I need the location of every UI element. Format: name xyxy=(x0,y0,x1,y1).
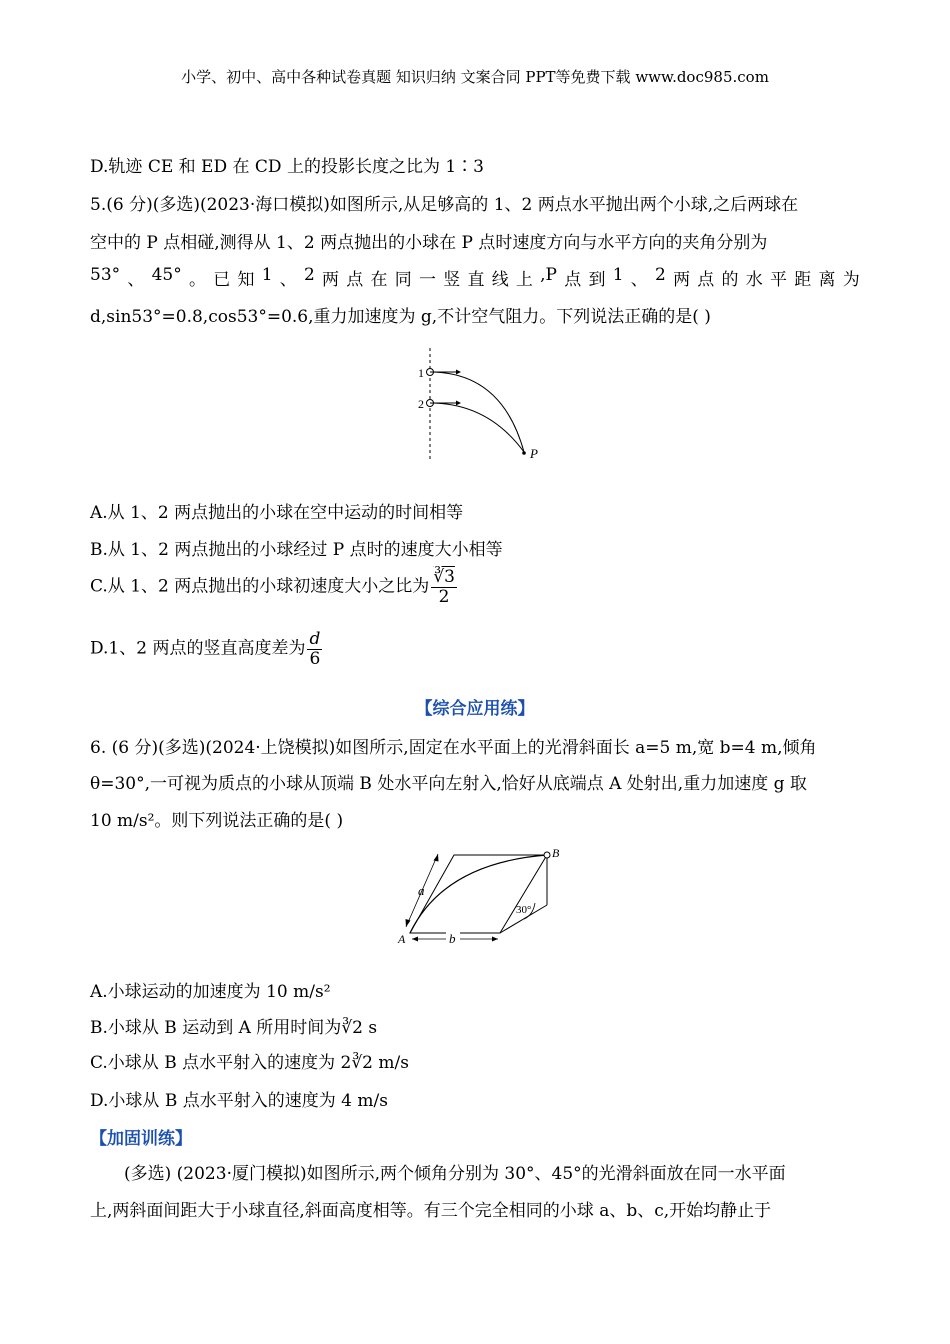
q5-line3-word: 直 xyxy=(467,270,485,290)
label-angle: 30° xyxy=(516,904,532,916)
q5-line3-word: 2 xyxy=(303,265,315,285)
label-p: P xyxy=(530,446,538,461)
velocity-arrowhead-2 xyxy=(456,401,461,406)
q6-stem-line3: 10 m/s²。则下列说法正确的是( ) xyxy=(90,811,344,831)
section-heading-comprehensive: 【综合应用练】 xyxy=(415,699,535,719)
dimension-a-arrowhead-bottom xyxy=(406,919,411,927)
q5-line3-word: 53° xyxy=(90,265,121,285)
q5-option-b: B.从 1、2 两点抛出的小球经过 P 点时的速度大小相等 xyxy=(90,540,503,560)
fraction-numerator: d xyxy=(309,629,321,649)
q5-line3-word: 知 xyxy=(237,270,255,290)
extra-stem-line1: (多选) (2023·厦门模拟)如图所示,两个倾角分别为 30°、45°的光滑斜面放在同一水平面 xyxy=(124,1164,786,1184)
incline-plane xyxy=(410,855,547,933)
velocity-arrowhead-1 xyxy=(456,370,461,375)
label-a-point: A xyxy=(398,932,406,946)
q5-line3-word: 45° xyxy=(151,265,182,285)
q5-line3-word: 水 xyxy=(745,270,763,290)
q5-line3-word: 在 xyxy=(370,270,388,290)
fraction-denominator: 2 xyxy=(438,586,450,607)
q4-option-d: D.轨迹 CE 和 ED 在 CD 上的投影长度之比为 1∶3 xyxy=(90,157,484,177)
q6-option-d: D.小球从 B 点水平射入的速度为 4 m/s xyxy=(90,1091,388,1111)
q5-option-c-text: C.从 1、2 两点抛出的小球初速度大小之比为 xyxy=(90,576,430,597)
q6-option-b: B.小球从 B 运动到 A 所用时间为∛2 s xyxy=(90,1018,378,1038)
fraction-numerator: ∛3 xyxy=(433,567,455,587)
q6-option-c: C.小球从 B 点水平射入的速度为 2∛2 m/s xyxy=(90,1053,409,1073)
q5-line3-word: 两 xyxy=(322,270,340,290)
ball-marker xyxy=(544,852,550,858)
section-heading-reinforcement: 【加固训练】 xyxy=(90,1129,192,1149)
q5-line3-word: 平 xyxy=(770,270,787,290)
q5-line3-word: 。 xyxy=(188,270,206,290)
q5-line3-word: 上 xyxy=(515,270,533,290)
q5-projectile-figure xyxy=(410,340,550,465)
q5-line3-word: 的 xyxy=(721,270,739,290)
dimension-b-arrowhead-left xyxy=(412,937,418,942)
q5-option-d-text: D.1、2 两点的竖直高度差为 xyxy=(90,638,306,659)
label-2: 2 xyxy=(418,397,424,411)
q5-line3-word: 点 xyxy=(564,270,582,290)
q5-line3-word: 点 xyxy=(697,270,715,290)
dimension-b-arrowhead-right xyxy=(492,937,498,942)
q5-line3-word: 1 xyxy=(261,265,273,285)
extra-stem-line2: 上,两斜面间距大于小球直径,斜面高度相等。有三个完全相同的小球 a、b、c,开始均静止于 xyxy=(90,1201,772,1221)
q6-incline-figure xyxy=(392,845,572,950)
q5-option-c xyxy=(90,568,457,606)
q5-line3-word: 、 xyxy=(630,270,648,290)
q5-line3-word: 线 xyxy=(491,270,509,290)
q5-option-d xyxy=(90,630,322,668)
q5-line3-word: 、 xyxy=(279,270,297,290)
q5-line3-word: 1 xyxy=(612,265,624,285)
fraction-denominator: 6 xyxy=(309,648,321,669)
q5-line3-word: 、 xyxy=(127,270,145,290)
q5-stem-line2: 空中的 P 点相碰,测得从 1、2 两点抛出的小球在 P 点时速度方向与水平方向的夹角分别为 xyxy=(90,233,768,253)
q5-line3-word: 两 xyxy=(673,270,691,290)
q6-stem-line1: 6. (6 分)(多选)(2024·上饶模拟)如图所示,固定在水平面上的光滑斜面长 a=5 m,宽 b=4 m,倾角 xyxy=(90,738,817,758)
q5-line3-word: 到 xyxy=(588,270,606,290)
ball-trajectory xyxy=(410,855,547,933)
q5-line3-word: 点 xyxy=(346,270,364,290)
q5-line3-word: 2 xyxy=(655,265,666,285)
label-a-length: a xyxy=(418,883,425,898)
label-b-width: b xyxy=(449,931,456,946)
q5-option-a: A.从 1、2 两点抛出的小球在空中运动的时间相等 xyxy=(90,503,464,523)
q5-stem-line1: 5.(6 分)(多选)(2023·海口模拟)如图所示,从足够高的 1、2 两点水平抛出两个小球,之后两球在 xyxy=(90,195,799,215)
q5-line3-word: ,P xyxy=(540,265,557,285)
trajectory-1 xyxy=(430,372,524,452)
page-header: 小学、初中、高中各种试卷真题 知识归纳 文案合同 PPT等免费下载 www.doc985.com xyxy=(181,68,769,86)
q5-line3-word: 为 xyxy=(842,270,860,290)
label-1: 1 xyxy=(418,366,424,380)
dimension-a-arrowhead-top xyxy=(434,854,439,862)
label-b-point: B xyxy=(552,846,560,860)
q5-line3-word: 离 xyxy=(818,270,836,290)
q6-stem-line2: θ=30°,一可视为质点的小球从顶端 B 处水平向左射入,恰好从底端点 A 处射出,重力加速度 g 取 xyxy=(90,774,807,794)
q5-line3-word: 已 xyxy=(213,270,231,290)
q6-option-a: A.小球运动的加速度为 10 m/s² xyxy=(90,982,331,1002)
q5-line3-word: 同 xyxy=(394,270,412,290)
fraction xyxy=(307,630,322,668)
fraction xyxy=(431,568,457,606)
trajectory-2 xyxy=(430,403,524,452)
q5-stem-line4: d,sin53°=0.8,cos53°=0.6,重力加速度为 g,不计空气阻力。下列说法正确的是( ) xyxy=(90,307,711,327)
point-p-marker xyxy=(522,451,526,455)
q5-line3-word: 竖 xyxy=(443,270,461,290)
q5-stem-line3 xyxy=(90,265,860,290)
q5-line3-word: 一 xyxy=(418,270,436,290)
q5-line3-word: 距 xyxy=(794,270,812,290)
